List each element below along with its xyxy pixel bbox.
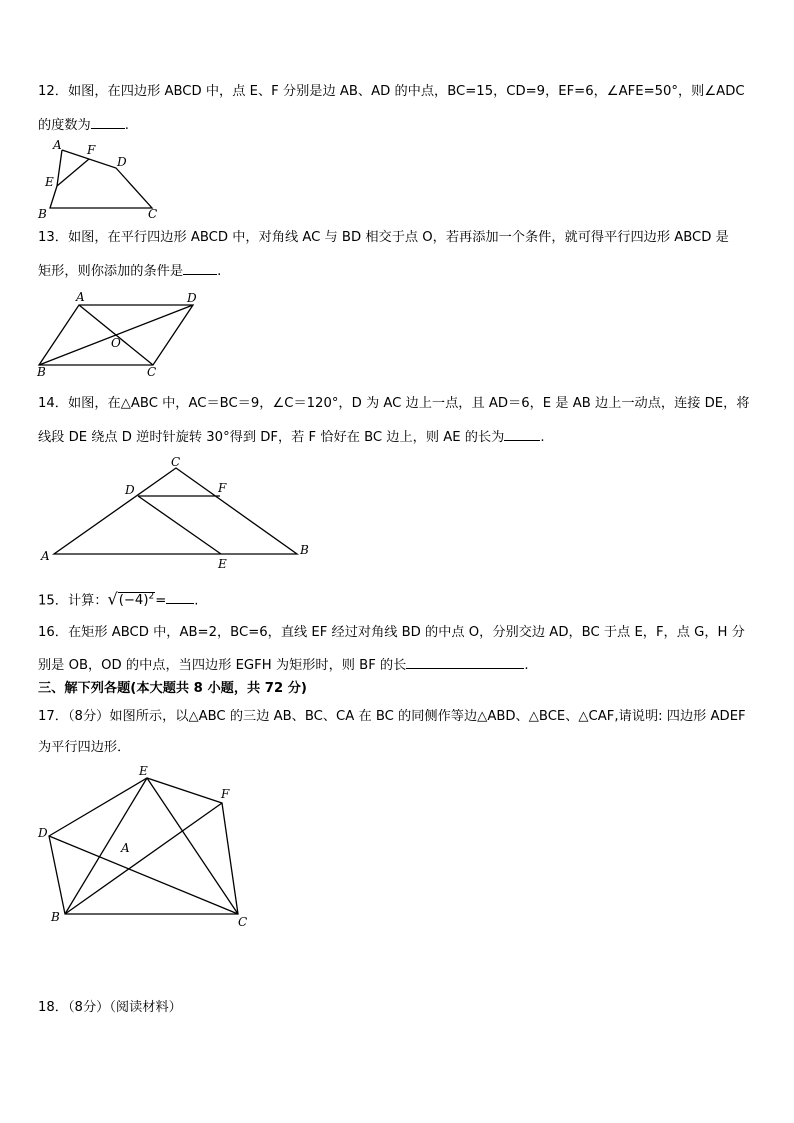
q17-label-F: F <box>221 787 230 801</box>
q13-label-O: O <box>111 336 121 350</box>
q13-label-C: C <box>147 365 157 379</box>
q12-label-A: A <box>53 138 62 152</box>
q12-text-line2: 的度数为 . <box>38 115 129 135</box>
q13-label-B: B <box>37 365 46 379</box>
q12-label-E: E <box>45 175 54 189</box>
q14-label-E: E <box>218 557 227 571</box>
q17-label-E: E <box>139 764 148 778</box>
q12-label-C: C <box>148 207 158 221</box>
q14-label-F: F <box>218 481 227 495</box>
q18-text-line1: 18．（8分）（阅读材料） <box>38 1000 182 1015</box>
q12-label-D: D <box>117 155 127 169</box>
q17-label-D: D <box>38 826 48 840</box>
q13-text-line1: 13．如图，在平行四边形 ABCD 中，对角线 AC 与 BD 相交于点 O，若再添加一个条件，就可得平行四边形 ABCD 是 <box>38 230 729 245</box>
q12-label-B: B <box>38 207 47 221</box>
q17-label-C: C <box>238 915 248 929</box>
q15-text: 15．计算：$√(-4)^2=$ . <box>38 589 199 609</box>
q14-label-D: D <box>125 483 135 497</box>
q17-text-line2: 为平行四边形． <box>38 740 131 755</box>
q15-square-root-expression: $√(-4)^2$ <box>107 589 155 609</box>
q13-text-line2: 矩形，则你添加的条件是 . <box>38 261 221 281</box>
q17-label-A: A <box>121 841 130 855</box>
q12-text-line1: 12．如图，在四边形 ABCD 中，点 E、F 分别是边 AB、AD 的中点，BC=15，CD=9，EF=6，∠AFE=50°，则∠ADC <box>38 84 745 99</box>
q17-label-B: B <box>51 910 60 924</box>
q17-text-line1: 17．（8分）如图所示，以△ABC 的三边 AB、BC、CA 在 BC 的同侧作等边△ABD、△BCE、△CAF,请说明: 四边形 ADEF <box>38 709 746 724</box>
q14-label-B: B <box>300 543 309 557</box>
q16-text-line2: 别是 OB，OD 的中点，当四边形 EGFH 为矩形时，则 BF 的长 . <box>38 655 529 675</box>
q13-label-A: A <box>76 290 85 304</box>
q14-label-A: A <box>41 549 50 563</box>
section3-heading: 三、解下列各题(本大题共 8 小题，共 72 分) <box>38 681 307 696</box>
q12-label-F: F <box>87 143 96 157</box>
q14-text-line1: 14．如图，在△ABC 中，AC＝BC＝9，∠C＝120°，D 为 AC 边上一点，且 AD＝6，E 是 AB 边上一动点，连接 DE，将 <box>38 396 750 411</box>
q16-text-line1: 16．在矩形 ABCD 中，AB=2，BC=6，直线 EF 经过对角线 BD 的中点 O，分别交边 AD，BC 于点 E，F，点 G，H 分 <box>38 625 745 640</box>
q14-text-line2: 线段 DE 绕点 D 逆时针旋转 30°得到 DF，若 F 恰好在 BC 边上，则 AE 的长为 . <box>38 427 545 447</box>
q14-label-C: C <box>171 455 181 469</box>
q13-label-D: D <box>187 291 197 305</box>
